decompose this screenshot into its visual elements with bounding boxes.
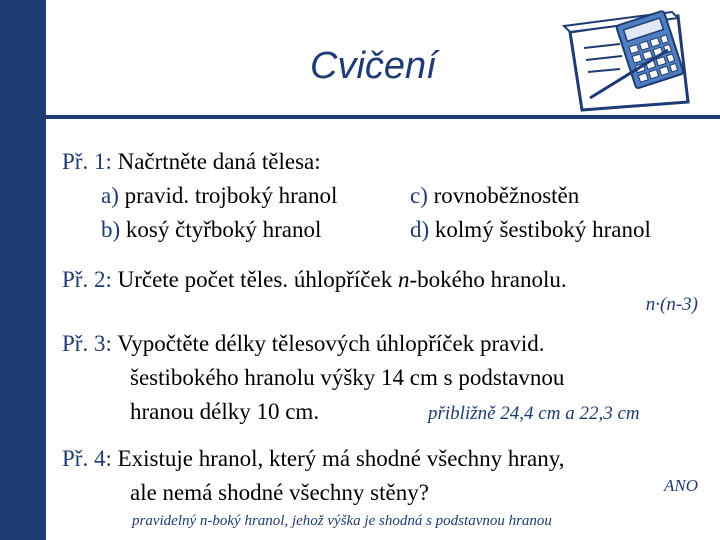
exercise-2-answer: n·(n-3) [645,294,698,315]
exercise-3-label: Př. 3: [62,331,112,356]
exercise-4-heading [62,447,565,470]
exercise-2-heading [62,268,567,291]
item-a-text: pravid. trojboký hranol [124,183,338,208]
exercise-1-item-b [101,218,321,241]
exercise-1-text: Načrtněte daná tělesa: [117,149,321,174]
exercise-3-line-3: hranou délky 10 cm. [130,399,320,424]
item-c-text: rovnoběžnostěn [433,183,580,208]
left-accent-bar [0,0,46,540]
exercise-4-answer: ANO [664,476,698,495]
exercise-1-heading [62,150,321,173]
exercise-2-text-before: Určete počet těles. úhlopříček [117,267,398,292]
exercise-3-heading [62,332,544,355]
exercise-4-label: Př. 4: [62,446,112,471]
exercise-3-line-2: šestibokého hranolu výšky 14 cm s podstavnou [130,365,565,390]
title-underline [46,115,720,119]
exercise-1-label: Př. 1: [62,149,112,174]
exercise-4-line-1: Existuje hranol, který má shodné všechny hrany, [117,446,565,471]
exercise-4-note: pravidelný n-boký hranol, jehož výška je shodná s podstavnou hranou [132,513,552,529]
exercise-1-item-d [410,218,651,241]
exercise-1-item-c [410,184,579,207]
exercise-4-line-2: ale nemá shodné všechny stěny? [130,480,429,505]
item-a-label: a) [101,183,119,208]
item-d-text: kolmý šestiboký hranol [434,217,651,242]
item-c-label: c) [410,183,428,208]
calculator-notepad-illustration [560,10,700,112]
exercise-2-text-after: -bokého hranolu. [409,267,567,292]
exercise-2-label: Př. 2: [62,267,112,292]
exercise-2-var: n [397,267,410,292]
exercise-3-answer: přibližně 24,4 cm a 22,3 cm [428,403,640,424]
exercise-1-item-a [101,184,337,207]
item-b-text: kosý čtyřboký hranol [125,217,322,242]
exercise-3-line-1: Vypočtěte délky tělesových úhlopříček pravid. [117,331,545,356]
item-d-label: d) [410,217,430,242]
item-b-label: b) [101,217,121,242]
slide-title: Cvičení [310,45,437,87]
